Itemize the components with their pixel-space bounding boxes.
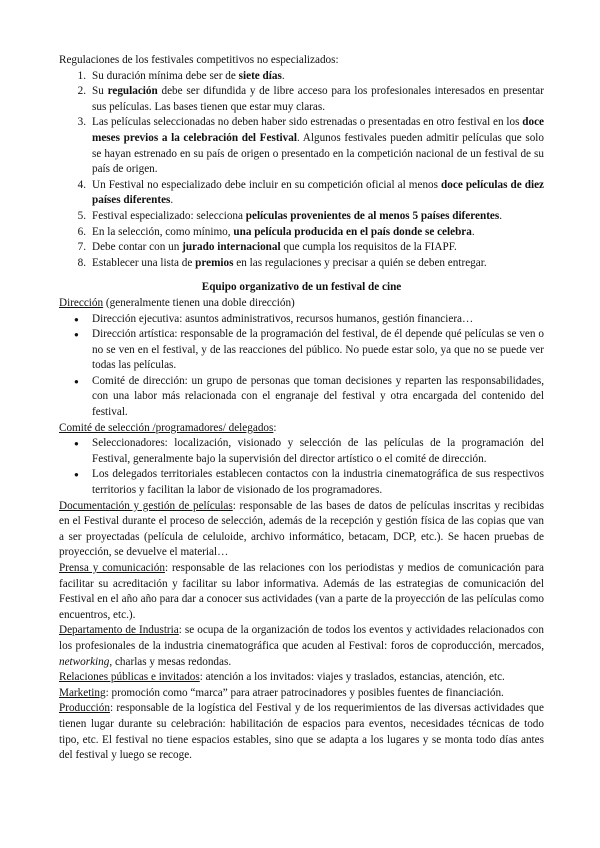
list-item xyxy=(59,209,544,225)
item-text: . xyxy=(170,194,174,207)
item-text: Seleccionadores: localización, visionado y selección de las películas de la programación del Festival, generalmente bajo la supervisión del director artístico o el comité de dirección. xyxy=(92,437,544,465)
item-bold-text: películas provenientes de al menos 5 países diferentes xyxy=(245,209,500,222)
comite-label: Comité de selección /programadores/ delegados xyxy=(59,421,274,434)
list-item xyxy=(59,69,544,85)
item-bold-text: jurado internacional xyxy=(182,241,281,254)
item-text: Su duración mínima debe ser de xyxy=(92,69,239,82)
list-item xyxy=(59,374,544,421)
relaciones-text: : atención a los invitados: viajes y traslados, estancias, atención, etc. xyxy=(199,671,505,684)
item-text: Debe contar con un xyxy=(92,241,183,254)
item-text: . xyxy=(281,69,285,82)
list-number: 7. xyxy=(77,241,86,254)
item-text: que cumpla los requisitos de la FIAPF. xyxy=(280,241,457,254)
relaciones-paragraph xyxy=(59,670,544,686)
bullet-icon: ● xyxy=(74,376,79,386)
list-item xyxy=(59,256,544,272)
list-number: 6. xyxy=(77,225,86,238)
prensa-label: Prensa y comunicación xyxy=(59,562,165,574)
item-bold-text: regulación xyxy=(107,85,158,98)
bullet-icon: ● xyxy=(74,330,79,340)
list-item xyxy=(59,225,544,241)
list-number: 4. xyxy=(77,178,86,191)
industria-label: Departamento de Industria xyxy=(59,624,179,637)
prensa-paragraph xyxy=(59,561,544,623)
regulations-list xyxy=(59,69,544,272)
industria-italic: networking xyxy=(59,655,110,668)
list-item xyxy=(59,436,544,467)
item-text: debe ser difundida y de libre acceso para los profesionales interesados en presentar sus películas. Las bases tienen que estar muy claras. xyxy=(92,85,544,113)
item-text: Comité de dirección: un grupo de personas que toman decisiones y reparten las responsabilidades, con una labor más relacionada con el engranaje del festival y otra encargada del contenido del festival. xyxy=(92,374,544,419)
list-item xyxy=(59,327,544,374)
industria-text: : se ocupa de la organización de todos los eventos y actividades relacionados con los profesionales de la industria cinematográfica que acuden al Festival: foros de coproducción, mercados, xyxy=(59,624,544,652)
relaciones-label: Relaciones públicas e invitados xyxy=(59,671,200,684)
item-text: En la selección, como mínimo, xyxy=(92,225,234,238)
list-item xyxy=(59,84,544,115)
comite-list xyxy=(59,436,544,498)
item-text: . xyxy=(471,225,475,238)
produccion-paragraph xyxy=(59,701,544,763)
comite-paragraph xyxy=(59,421,544,437)
item-text: Los delegados territoriales establecen contactos con la industria cinematográfica de sus respectivos territorios y facilitan la labor de visionado de los programadores. xyxy=(92,468,544,497)
bullet-icon: ● xyxy=(74,470,79,480)
comite-text: : xyxy=(273,421,277,434)
item-text: . xyxy=(499,209,503,222)
industria-text-end: , charlas y mesas redondas. xyxy=(109,655,232,668)
item-text: Dirección ejecutiva: asuntos administrativos, recursos humanos, gestión financiera… xyxy=(92,312,474,325)
item-bold-text: una película producida en el país donde se celebra xyxy=(233,225,472,238)
list-item xyxy=(59,240,544,256)
list-number: 5. xyxy=(77,209,86,222)
item-text: en las regulaciones y precisar a quién se deben entregar. xyxy=(233,256,487,269)
document-page xyxy=(59,53,544,764)
bullet-icon: ● xyxy=(74,314,79,324)
marketing-paragraph xyxy=(59,686,544,702)
list-number: 8. xyxy=(77,256,86,269)
documentacion-text: : responsable de las bases de datos de películas inscritas y recibidas en el Festival durante el proceso de selección, además de la recepción y gestión física de las copias que van a ser proyectadas (película de celuloide, archivo informático, betacam, DCP, etc.). Se hacen pruebas de proyección, se devuelve el material… xyxy=(59,499,544,559)
item-bold-text: premios xyxy=(195,256,234,269)
list-item xyxy=(59,312,544,328)
produccion-text: : responsable de la logística del Festival y de los requerimientos de las diversas actividades que tienen lugar durante su celebración: habilitación de espacios para eventos, necesidades técnicas de todo tipo, etc. El festival no tiene espacios estables, sino que se adapta a los lugares y se monta todo días antes del festival y luego se recoge. xyxy=(59,702,544,762)
direccion-paragraph xyxy=(59,296,544,312)
item-text: Su xyxy=(92,85,108,98)
list-number: 1. xyxy=(77,69,86,82)
list-number: 3. xyxy=(77,116,86,129)
direccion-list xyxy=(59,312,544,421)
marketing-label: Marketing xyxy=(59,686,106,699)
item-text: . Algunos festivales pueden admitir películas que solo se hayan estrenado en su país de origen o presentado en la competición nacional de un festival de su país de origen. xyxy=(92,131,544,176)
marketing-text: : promoción como “marca” para atraer patrocinadores y posibles fuentes de financiación. xyxy=(105,686,504,699)
intro-text: Regulaciones de los festivales competitivos no especializados: xyxy=(59,54,339,66)
prensa-text: : responsable de las relaciones con los periodistas y medios de comunicación para facilitar su acreditación y facilitar su labor informativa. Además de las estrategias de comunicación del Festival en el año año para dar a conocer sus actividades (van a parte de la proyección de las películas como encuentros, etc.). xyxy=(59,562,545,621)
produccion-label: Producción xyxy=(59,702,110,715)
list-item xyxy=(59,467,544,498)
item-bold-text: doce películas de diez países diferentes xyxy=(92,178,544,207)
section-heading: Equipo organizativo de un festival de cine xyxy=(201,281,402,294)
documentacion-label: Documentación y gestión de películas xyxy=(59,499,233,512)
item-bold-text: siete días xyxy=(238,69,282,82)
item-text: Festival especializado: selecciona xyxy=(92,209,246,222)
bullet-icon: ● xyxy=(74,439,79,449)
industria-paragraph xyxy=(59,623,544,670)
list-item xyxy=(59,178,544,209)
direccion-label: Dirección xyxy=(59,296,104,309)
item-text: Establecer una lista de xyxy=(92,256,196,269)
documentacion-paragraph xyxy=(59,499,544,561)
list-number: 2. xyxy=(77,85,86,98)
item-bold-text: doce meses previos a la celebración del Festival xyxy=(92,116,545,144)
item-text: Dirección artística: responsable de la programación del festival, de él depende qué películas se ven o no se ven en el festival, y de las reacciones del público. No puede estar solo, ya que no se puede ver todas las películas. xyxy=(92,328,544,372)
list-item xyxy=(59,115,544,177)
item-text: Un Festival no especializado debe incluir en su competición oficial al menos xyxy=(92,178,442,191)
item-text: Las películas seleccionadas no deben haber sido estrenadas o presentadas en otro festival en los xyxy=(92,116,523,129)
direccion-text: (generalmente tienen una doble dirección) xyxy=(103,296,295,309)
